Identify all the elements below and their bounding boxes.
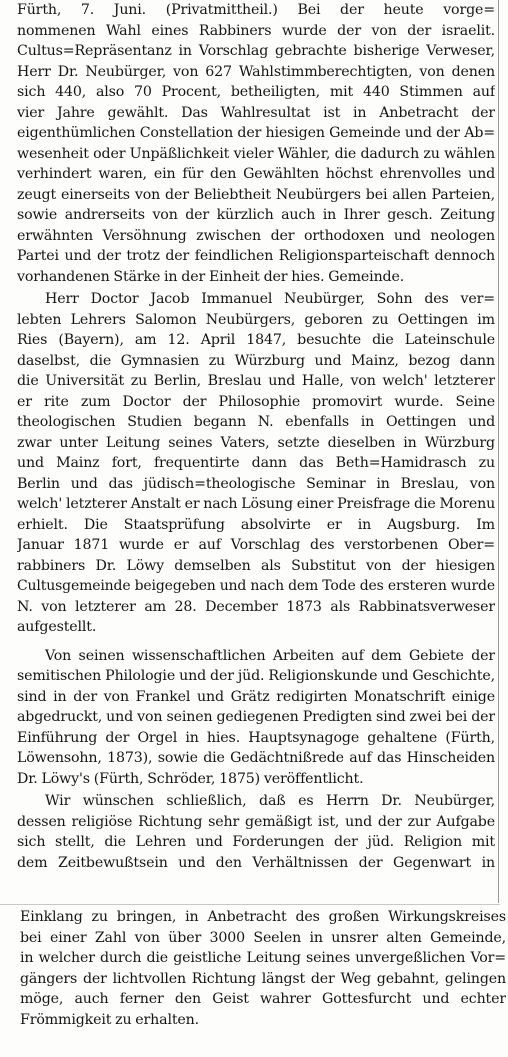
column-rule: [498, 0, 499, 903]
text-line: daselbst, die Gymnasien zu Würzburg und Mainz, bezog dann: [17, 352, 495, 369]
text-line: Ries (Bayern), am 12. April 1847, besuchte die Lateinschule: [17, 332, 495, 348]
text-line: dessen religiöse Richtung sehr gemäßigt ist, und der zur Aufgabe: [17, 813, 495, 830]
text-line: sich 440, also 70 Procent, betheiligten, mit 440 Stimmen auf: [17, 84, 495, 100]
text-line: sowie andrerseits von der kürzlich auch in Ihrer gesch. Zeitung: [17, 207, 495, 223]
text-line: Wir wünschen schließlich, daß es Herrn Dr. Neubürger,: [45, 793, 495, 809]
text-line: möge, auch ferner den Geist wahrer Gottesfurcht und echter: [20, 991, 506, 1007]
text-line: sind in der von Frankel und Grätz redigirten Monatschrift einige: [17, 688, 495, 705]
text-line: welch' letzterer Anstalt er nach Lösung einer Preisfrage die Morenu: [17, 496, 495, 512]
article-continuation: [20, 907, 506, 1030]
article-column: [17, 0, 495, 873]
text-line: zwar unter Leitung seines Vaters, setzte dieselben in Würzburg: [17, 434, 495, 451]
text-line: N. von letzterer am 28. December 1873 als Rabbinatsverweser: [17, 598, 495, 615]
text-line: Herr Dr. Neubürger, von 627 Wahlstimmberechtigten, von denen: [17, 63, 495, 80]
text-line: abgedruckt, und von seinen gediegenen Predigten sind zwei bei der: [17, 709, 495, 725]
text-line: erhielt. Die Staatsprüfung absolvirte er in Augsburg. Im: [17, 516, 495, 533]
text-line: dem Zeitbewußtsein und den Verhältnissen der Gegenwart in: [17, 854, 495, 871]
text-line: Cultus=Repräsentanz in Vorschlag gebrachte bisherige Verweser,: [17, 43, 495, 59]
text-line: verhindert waren, ein für den Gewählten höchst ehrenvolles und: [17, 166, 495, 182]
text-line: gängers der lichtvollen Richtung längst der Weg gebahnt, gelingen: [20, 970, 506, 987]
text-line: aufgestellt.: [17, 619, 97, 635]
text-line: erwähnten Versöhnung zwischen der orthodoxen und neologen: [17, 227, 495, 244]
text-line: lebten Lehrers Salomon Neubürgers, geboren zu Oettingen im: [17, 311, 495, 328]
text-line: in welcher durch die geistliche Leitung seines unvergeßlichen Vor=: [20, 950, 506, 966]
text-line: semitischen Philologie und der jüd. Religionskunde und Geschichte,: [17, 668, 495, 684]
text-line: Einklang zu bringen, in Anbetracht des großen Wirkungskreises: [20, 909, 506, 925]
text-line: die Universität zu Berlin, Breslau und Halle, von welch' letzterer: [17, 373, 495, 389]
text-line: wesenheit oder Unpäßlichkeit vieler Wähler, die dadurch zu wählen: [17, 145, 495, 162]
text-line: Frömmigkeit zu erhalten.: [20, 1011, 200, 1028]
clipping-seam: [0, 904, 500, 905]
text-line: vier Jahre gewählt. Das Wahlresultat ist in Anbetracht der: [17, 104, 495, 121]
text-line: Dr. Löwy's (Fürth, Schröder, 1875) veröffentlicht.: [17, 770, 364, 787]
text-line: Herr Doctor Jacob Immanuel Neubürger, Sohn des ver=: [45, 291, 495, 307]
text-line: und Mainz fort, frequentirte dann das Beth=Hamidrasch zu: [17, 455, 495, 471]
text-line: Einführung der Orgel in hies. Hauptsynagoge gehaltene (Fürth,: [17, 729, 495, 746]
text-line: rabbiners Dr. Löwy demselben als Substitut von der hiesigen: [17, 557, 495, 574]
text-line: sich stellt, die Lehren und Forderungen der jüd. Religion mit: [17, 834, 495, 850]
text-line: theologischen Studien begann N. ebenfalls in Oettingen und: [17, 414, 495, 430]
text-line: Berlin und das jüdisch=theologische Seminar in Breslau, von: [17, 475, 495, 492]
text-line: eigenthümlichen Constellation der hiesigen Gemeinde und der Ab=: [17, 125, 495, 141]
text-line: vorhandenen Stärke in der Einheit der hies. Gemeinde.: [17, 268, 405, 285]
text-line: zeugt einerseits von der Beliebtheit Neubürgers bei allen Parteien,: [17, 186, 495, 203]
text-line: Cultusgemeinde beigegeben und nach dem Tode des ersteren wurde: [17, 578, 495, 594]
text-line: Fürth, 7. Juni. (Privatmittheil.) Bei der heute vorge=: [17, 2, 495, 18]
text-line: er rite zum Doctor der Philosophie promovirt wurde. Seine: [17, 393, 495, 410]
text-line: Januar 1871 wurde er auf Vorschlag des verstorbenen Ober=: [17, 537, 495, 553]
text-line: bei einer Zahl von über 3000 Seelen in unsrer alten Gemeinde,: [20, 929, 506, 946]
text-line: Partei und der trotz der feindlichen Religionsparteischaft dennoch: [17, 248, 495, 264]
text-line: nommenen Wahl eines Rabbiners wurde der von der israelit.: [17, 22, 495, 39]
text-line: Löwensohn, 1873), sowie die Gedächtnißrede auf das Hinscheiden: [17, 750, 495, 766]
text-line: Von seinen wissenschaftlichen Arbeiten auf dem Gebiete der: [45, 647, 495, 664]
